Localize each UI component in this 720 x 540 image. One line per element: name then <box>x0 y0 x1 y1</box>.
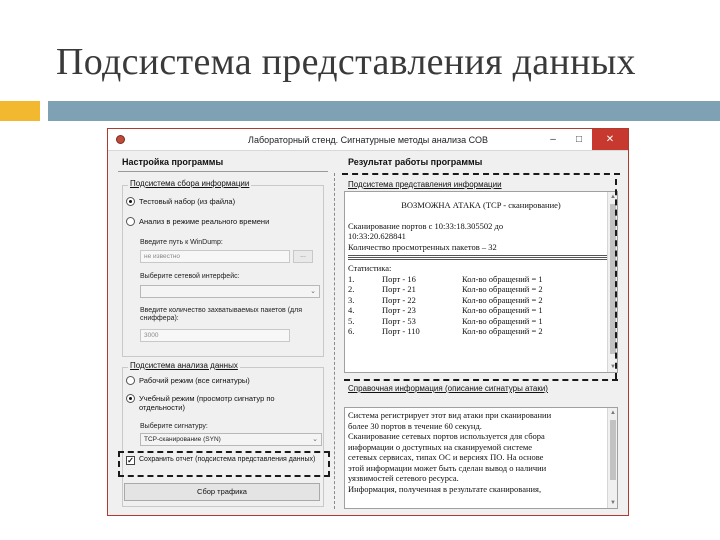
reference-line: уязвимостей сетевого ресурса. <box>348 473 459 483</box>
analysis-group-label: Подсистема анализа данных <box>130 361 238 370</box>
stat-port: Порт - 22 <box>382 294 416 305</box>
radio-work-mode-circle[interactable] <box>126 376 135 385</box>
stat-count: Кол-во обращений = 1 <box>462 273 543 284</box>
packets-label: Введите количество захватываемых пакетов (для сниффера): <box>140 307 303 322</box>
window-title: Лабораторный стенд. Сигнатурные методы анализа СОВ <box>248 135 488 145</box>
chevron-down-icon: ⌄ <box>310 288 316 295</box>
radio-test-set-circle[interactable] <box>126 197 135 206</box>
results-header: Результат работы программы <box>348 157 483 167</box>
stat-port: Порт - 53 <box>382 315 416 326</box>
reference-scrollbar[interactable] <box>607 408 617 508</box>
divider-rule <box>348 259 614 260</box>
radio-study-mode-circle[interactable] <box>126 394 135 403</box>
stat-index: 2. <box>348 284 355 294</box>
radio-work-mode[interactable] <box>126 376 250 385</box>
scroll-up-icon[interactable]: ▲ <box>610 410 616 416</box>
stat-count: Кол-во обращений = 2 <box>462 284 543 294</box>
attack-alert: ВОЗМОЖНА АТАКА (TCP - сканирование) <box>401 200 561 210</box>
packets-input[interactable]: 3000 <box>140 329 290 342</box>
packets-count: Количество просмотренных пакетов – 32 <box>348 241 497 252</box>
reference-title: Справочная информация (описание сигнатуры атаки) <box>348 384 548 393</box>
settings-header: Настройка программы <box>122 157 224 167</box>
title-bar <box>108 129 628 151</box>
windump-path-input[interactable]: не известно <box>140 250 290 263</box>
results-header-dashes <box>342 173 620 175</box>
accent-square <box>0 101 40 121</box>
radio-realtime-circle[interactable] <box>126 217 135 226</box>
results-highlight-right <box>615 179 617 379</box>
save-report-checkbox[interactable]: ✓ <box>127 456 134 465</box>
scroll-up-icon[interactable]: ▲ <box>610 194 616 200</box>
scan-line-1: Сканирование портов с 10:33:18.305502 до <box>348 220 504 231</box>
reference-line: информации о доступных на сканируемой системе <box>348 441 532 452</box>
reference-line: Сканирование сетевых портов используется для сбора <box>348 431 545 441</box>
divider-rule <box>348 257 614 258</box>
stats-title: Статистика: <box>348 263 392 273</box>
minimize-button[interactable]: – <box>550 134 556 145</box>
stats-row <box>348 284 614 295</box>
radio-study-mode-label: Учебный режим (просмотр сигнатур по отдельности) <box>139 394 275 412</box>
accent-bar <box>48 101 720 121</box>
signature-label: Выберите сигнатуру: <box>140 423 208 430</box>
reference-line: этой информации может быть сделан вывод о наличии <box>348 462 547 473</box>
stat-port: Порт - 16 <box>382 273 416 284</box>
radio-realtime[interactable] <box>126 217 269 226</box>
signature-select[interactable] <box>140 433 322 446</box>
interface-select[interactable] <box>140 285 320 298</box>
collection-group-label: Подсистема сбора информации <box>130 179 250 188</box>
stats-row <box>348 316 614 327</box>
results-textarea[interactable] <box>344 191 618 373</box>
app-window <box>107 128 629 516</box>
stats-row <box>348 274 614 285</box>
maximize-button[interactable]: □ <box>575 134 583 145</box>
scroll-down-icon[interactable]: ▼ <box>610 500 616 506</box>
save-report-label: Сохранить отчет (подсистема представления данных) <box>139 456 316 463</box>
stat-index: 5. <box>348 315 355 326</box>
radio-study-mode[interactable] <box>126 394 306 412</box>
stats-row <box>348 305 614 316</box>
stat-index: 3. <box>348 294 355 305</box>
stat-count: Кол-во обращений = 2 <box>462 326 543 336</box>
reference-textarea[interactable] <box>344 407 618 509</box>
stat-index: 1. <box>348 273 355 284</box>
slide-title: Подсистема представления данных <box>56 41 636 83</box>
windump-path-label: Введите путь к WinDump: <box>140 239 223 246</box>
stat-index: 4. <box>348 305 355 315</box>
stat-port: Порт - 23 <box>382 305 416 315</box>
stat-count: Кол-во обращений = 2 <box>462 294 543 305</box>
stats-row <box>348 295 614 306</box>
info-title: Подсистема представления информации <box>348 180 502 189</box>
stat-count: Кол-во обращений = 1 <box>462 305 543 315</box>
reference-line: Система регистрирует этот вид атаки при сканировании <box>348 410 552 420</box>
scan-line-2: 10:33:20.628841 <box>348 231 406 241</box>
stat-index: 6. <box>348 326 355 336</box>
signature-select-value: TCP-сканирование (SYN) <box>144 436 221 443</box>
results-highlight-bottom <box>344 379 618 381</box>
stats-row <box>348 326 614 337</box>
save-report-checkbox-row[interactable] <box>126 456 316 465</box>
stat-port: Порт - 21 <box>382 284 416 294</box>
radio-test-set[interactable] <box>126 197 235 206</box>
scroll-thumb[interactable] <box>610 420 616 480</box>
radio-realtime-label: Анализ в режиме реального времени <box>139 217 270 226</box>
scroll-down-icon[interactable]: ▼ <box>610 364 616 370</box>
reference-line: Информация, полученная в результате сканирования, <box>348 483 542 494</box>
reference-line: сетевых сервисах, типах ОС и версиях ПО. На основе <box>348 452 544 462</box>
radio-work-mode-label: Рабочий режим (все сигнатуры) <box>139 376 250 385</box>
chevron-down-icon: ⌄ <box>312 436 318 443</box>
stat-count: Кол-во обращений = 1 <box>462 315 543 326</box>
browse-button[interactable]: ... <box>293 250 313 263</box>
settings-header-rule <box>118 171 328 172</box>
stat-port: Порт - 110 <box>382 326 420 336</box>
reference-line: более 30 портов в течение 60 секунд. <box>348 420 482 431</box>
panel-divider <box>334 173 335 509</box>
interface-label: Выберите сетевой интерфейс: <box>140 273 240 280</box>
collect-traffic-button[interactable]: Сбор трафика <box>124 483 320 501</box>
close-button[interactable]: ✕ <box>592 129 628 150</box>
radio-test-set-label: Тестовый набор (из файла) <box>139 197 236 206</box>
divider-rule <box>348 255 614 256</box>
